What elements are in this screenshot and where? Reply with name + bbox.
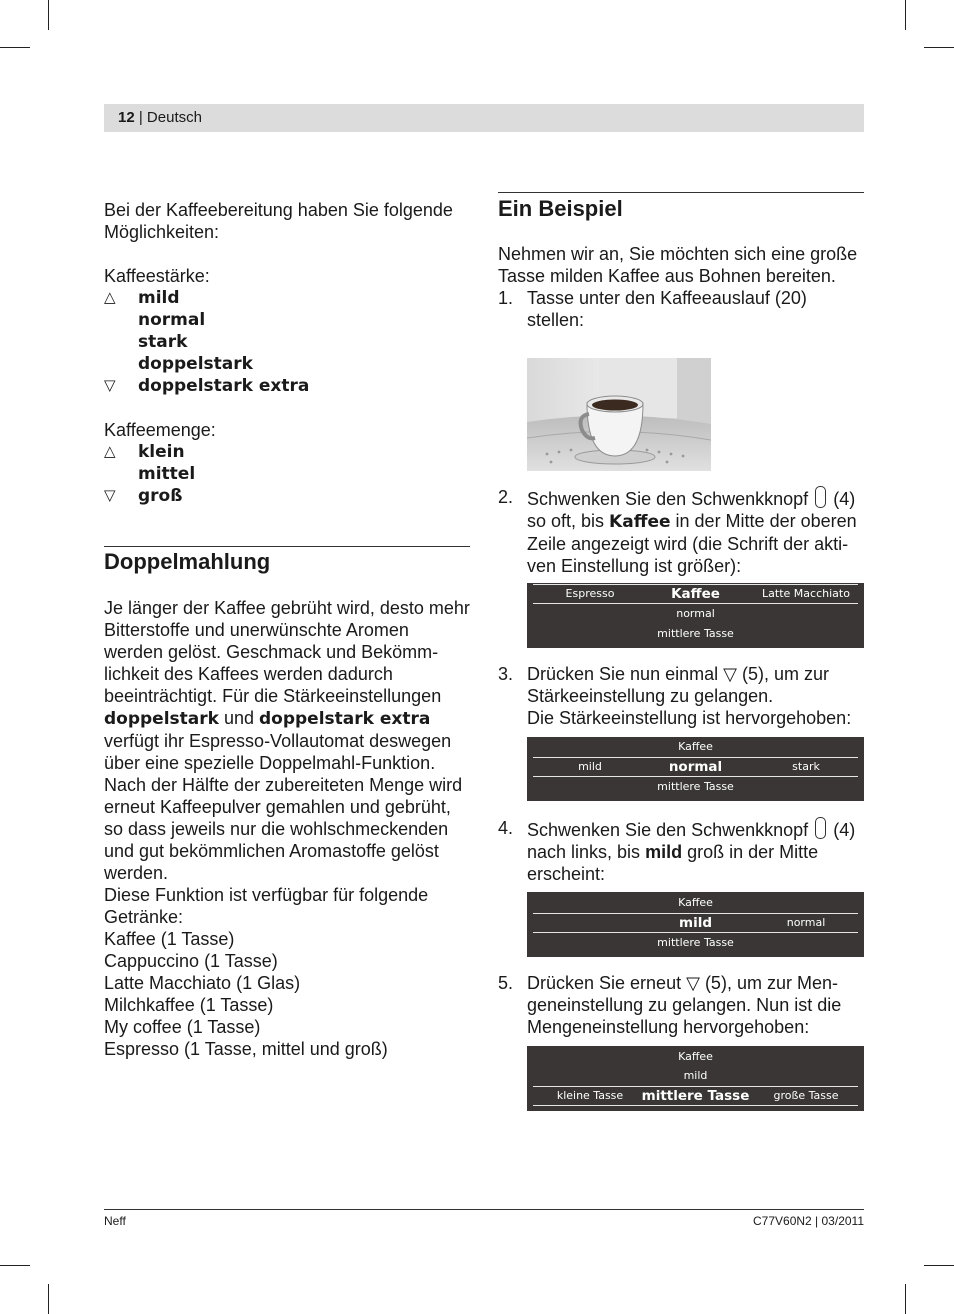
display-product: Kaffee xyxy=(678,896,713,909)
doppelmahlung-paragraph: Je länger der Kaffee gebrüht wird, desto mehr Bitterstoffe und unerwünschte Aromen werden gelöst. Geschmack und Bekömm-lichkeit des Kaffees werden dadurch beeinträchtigt. Für die Stärkeeinstellungen doppelstark und doppelstark extra verfügt ihr Espresso-Vollautomat deswegen über eine spezielle Doppelmahl-Funktion. Nach der Hälfte der zubereiteten Menge wird erneut Kaffeepulver gemahlen und gebrüht, so dass jeweils nur die wohlschmeckenden und gut bekömmlichen Aromastoffe gelöst werden. xyxy=(104,598,470,883)
display-product: Kaffee xyxy=(678,1050,713,1063)
drink-item: My coffee (1 Tasse) xyxy=(104,1017,261,1037)
up-arrow-icon: △ xyxy=(104,289,116,306)
drink-item: Cappuccino (1 Tasse) xyxy=(104,951,278,971)
crop-mark xyxy=(905,1284,906,1314)
crop-mark xyxy=(48,1284,49,1314)
machine-display-3 xyxy=(527,892,864,957)
display-amount: mittlere Tasse xyxy=(657,936,734,949)
step-4: 4. Schwenken Sie den Schwenkknopf (4) nach links, bis mild groß in der Mitte erscheint: xyxy=(498,818,856,884)
strength-option: ▽ doppelstark extra xyxy=(104,376,310,396)
beispiel-intro: Nehmen wir an, Sie möchten sich eine große Tasse milden Kaffee aus Bohnen bereiten. xyxy=(498,244,858,286)
footer-brand: Neff xyxy=(104,1214,126,1228)
beispiel-intro-block xyxy=(498,243,864,331)
machine-display-1 xyxy=(527,583,864,648)
rotary-knob-icon xyxy=(815,817,826,839)
step-2: 2. Schwenken Sie den Schwenkknopf (4) so oft, bis Kaffee in der Mitte der oberen Zeile angezeigt wird (die Schrift der akti-ven Einstellung ist größer): xyxy=(498,487,857,576)
strength-option: doppelstark xyxy=(138,354,253,374)
down-arrow-icon: ▽ xyxy=(104,487,116,504)
display-option-selected: normal xyxy=(668,759,723,775)
amount-heading: Kaffeemenge: xyxy=(104,420,216,440)
strength-options xyxy=(104,287,470,397)
display-option-right: große Tasse xyxy=(773,1089,839,1102)
drink-item: Milchkaffee (1 Tasse) xyxy=(104,995,274,1015)
display-strength: normal xyxy=(676,607,715,620)
coffee-cup-illustration xyxy=(527,358,711,471)
display-amount: mittlere Tasse xyxy=(657,780,734,793)
strength-option: △ mild xyxy=(104,288,180,308)
display-strength: mild xyxy=(683,1069,708,1082)
beispiel-title-block xyxy=(498,195,864,223)
section-title: Ein Beispiel xyxy=(498,196,623,221)
strength-option: normal xyxy=(138,310,206,330)
amount-option: △ klein xyxy=(104,442,185,462)
left-column xyxy=(104,199,470,507)
rotary-knob-icon xyxy=(815,486,826,508)
display-amount: mittlere Tasse xyxy=(657,627,734,640)
crop-mark xyxy=(0,1265,30,1266)
page-number: 12 xyxy=(118,109,135,126)
down-arrow-icon: ▽ xyxy=(686,973,700,993)
section-title: Doppelmahlung xyxy=(104,549,271,574)
display-product: Kaffee xyxy=(678,740,713,753)
crop-mark xyxy=(0,47,30,48)
display-option-left: kleine Tasse xyxy=(556,1089,624,1102)
section-divider xyxy=(104,546,470,547)
crop-mark xyxy=(48,0,49,30)
strength-heading: Kaffeestärke: xyxy=(104,266,210,286)
crop-mark xyxy=(924,1265,954,1266)
amount-option: ▽ groß xyxy=(104,486,183,506)
drinks-intro: Diese Funktion ist verfügbar für folgende Getränke: xyxy=(104,885,429,927)
footer-model: C77V60N2 | 03/2011 xyxy=(753,1214,864,1228)
display-option-left: mild xyxy=(578,760,602,773)
display-option-selected: mild xyxy=(679,915,712,931)
down-arrow-icon: ▽ xyxy=(104,377,116,394)
display-option-selected: Kaffee xyxy=(671,586,720,602)
crop-mark xyxy=(924,47,954,48)
display-option-left: Espresso xyxy=(565,587,615,600)
display-option-right: normal xyxy=(786,916,826,929)
machine-display-2 xyxy=(527,737,864,801)
header-language: Deutsch xyxy=(146,109,202,126)
intro-text: Bei der Kaffeebereitung haben Sie folgende Möglichkeiten: xyxy=(104,200,453,242)
step-3: 3. Drücken Sie nun einmal ▽ (5), um zur Stärkeeinstellung zu gelangen. Die Stärkeeinstellung ist hervorgehoben: xyxy=(498,664,852,728)
page-header xyxy=(104,104,864,132)
step-5: 5. Drücken Sie erneut ▽ (5), um zur Men-geneinstellung zu gelangen. Nun ist die Mengeneinstellung hervorgehoben: xyxy=(498,973,842,1037)
amount-options xyxy=(104,441,470,507)
up-arrow-icon: △ xyxy=(104,443,116,460)
crop-mark xyxy=(905,0,906,30)
step-1: 1. Tasse unter den Kaffeeauslauf (20) stellen: xyxy=(498,288,807,330)
drink-item: Espresso (1 Tasse, mittel und groß) xyxy=(104,1039,388,1059)
down-arrow-icon: ▽ xyxy=(723,664,737,684)
display-option-right: stark xyxy=(792,760,820,773)
strength-option: stark xyxy=(138,332,188,352)
doppelmahlung-section xyxy=(104,548,470,1060)
drink-item: Kaffee (1 Tasse) xyxy=(104,929,235,949)
display-option-selected: mittlere Tasse xyxy=(641,1088,750,1104)
header-separator: | xyxy=(134,109,147,126)
section-divider xyxy=(498,192,864,193)
amount-option: mittel xyxy=(138,464,196,484)
footer-divider xyxy=(104,1209,864,1210)
drink-item: Latte Macchiato (1 Glas) xyxy=(104,973,301,993)
display-option-right: Latte Macchiato xyxy=(762,587,850,600)
machine-display-4 xyxy=(527,1046,864,1111)
